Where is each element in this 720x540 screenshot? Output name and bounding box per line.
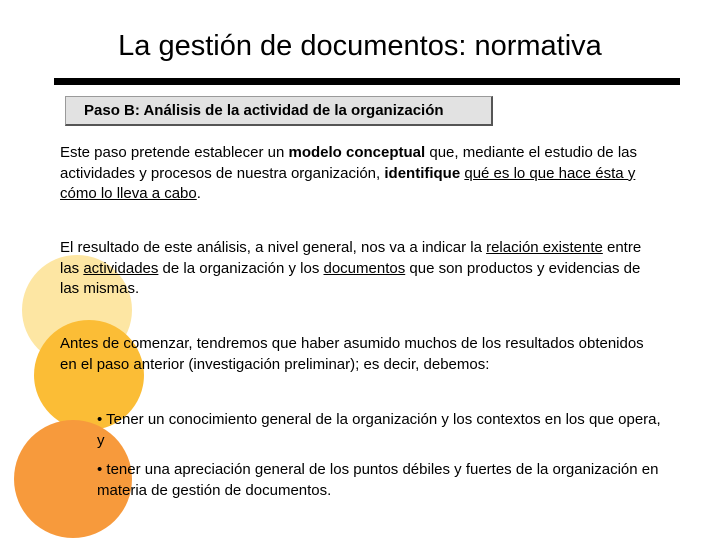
text-run: entre las bbox=[60, 239, 642, 277]
text-run: . bbox=[196, 185, 201, 202]
title-divider bbox=[54, 78, 680, 85]
bullet-item: • Tener un conocimiento general de la organización y los contextos en los que opera, y bbox=[97, 411, 661, 449]
paragraph-prerequisites: Antes de comenzar, tendremos que haber asumido muchos de los resultados obtenidos en el paso anterior (investigación preliminar); es decir, debemos: bbox=[60, 335, 644, 373]
text-run: que, mediante el estudio de las actividades y procesos de nuestra organización, bbox=[60, 144, 637, 182]
underlined-relacion: relación existente bbox=[486, 239, 603, 256]
step-label: Paso B: Análisis de la actividad de la organización bbox=[84, 102, 444, 119]
paragraph-intro bbox=[60, 143, 660, 205]
bullet-item: • tener una apreciación general de los puntos débiles y fuertes de la organización en materia de gestión de documentos. bbox=[97, 461, 659, 499]
text-run: que son productos y evidencias de las mismas. bbox=[60, 259, 641, 297]
underlined-documentos: documentos bbox=[323, 259, 406, 277]
text-run: de la organización y los bbox=[158, 259, 324, 277]
text-run: Este paso pretende establecer un bbox=[60, 144, 289, 161]
slide-title: La gestión de documentos: normativa bbox=[118, 30, 602, 62]
underlined-que-hace: qué es lo que hace ésta y cómo lo lleva a cabo bbox=[60, 164, 636, 202]
underlined-actividades: actividades bbox=[83, 259, 159, 277]
text-run: El resultado de este análisis, a nivel general, nos va a indicar la bbox=[60, 239, 487, 256]
emphasis-modelo-conceptual: modelo conceptual bbox=[288, 144, 426, 161]
emphasis-identifique: identifique bbox=[384, 164, 461, 182]
paragraph-result bbox=[60, 238, 660, 300]
